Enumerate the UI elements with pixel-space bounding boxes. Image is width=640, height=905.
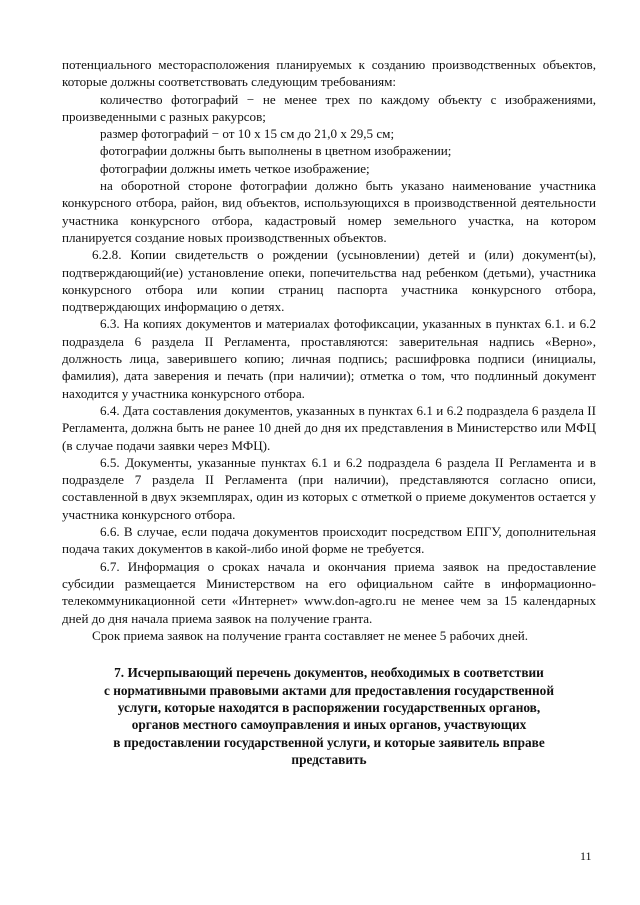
- paragraph-6-2-8: 6.2.8. Копии свидетельств о рождении (усыновлении) детей и (или) документ(ы), подтверждающий(ие) установление опеки, попечительства над ребенком (детьми), участника конкурсного отбора или копии страниц паспорта участника конкурсного отбора, подтверждающих информацию о детях.: [62, 247, 596, 315]
- paragraph-6-7: 6.7. Информация о сроках начала и окончания приема заявок на предоставление субсидии размещается Министерством на его официальном сайте в информационно-телекоммуникационной сети «Интернет» www.don-agro.ru не менее чем за 15 календарных дней до дня начала приема заявок на получение гранта.: [62, 558, 596, 626]
- paragraph-6-6: 6.6. В случае, если подача документов происходит посредством ЕПГУ, дополнительная подача таких документов в какой-либо иной форме не требуется.: [62, 524, 596, 557]
- paragraph-photo-back: на оборотной стороне фотографии должно быть указано наименование участника конкурсного отбора, район, вид объектов, использующихся в производственной деятельности участника конкурсного отбора, кадастровый номер земельного участка, на котором планируется создание новых производственных объектов.: [62, 178, 596, 245]
- heading-line: органов местного самоуправления и иных органов, участвующих: [131, 717, 527, 733]
- paragraph-photo-clarity: фотографии должны иметь четкое изображение;: [100, 160, 370, 176]
- document-page: [62, 56, 596, 769]
- paragraph-6-5: 6.5. Документы, указанные пунктах 6.1 и 6.2 подраздела 6 раздела II Регламента и в подразделе 7 раздела II Регламента (при наличии), представляются согласно описи, составленной в двух экземплярах, один из которых с отметкой о приеме документов остается у участника конкурсного отбора.: [62, 454, 596, 522]
- heading-line: представить: [291, 752, 367, 768]
- paragraph-6-3: 6.3. На копиях документов и материалах фотофиксации, указанных в пунктах 6.1. и 6.2 подраздела 6 раздела II Регламента, проставляются: заверительная надпись «Верно», должность лица, заверившего копию; личная подпись; расшифровка подписи (инициалы, фамилия), дата заверения и печать (при наличии); отметка о том, что подлинный документ находится у участника конкурсного отбора.: [62, 316, 596, 401]
- paragraph-photo-count: количество фотографий − не менее трех по каждому объекту с изображениями, произведенными с разных ракурсов;: [62, 91, 596, 124]
- section-7-heading: [62, 664, 596, 768]
- page-number: 11: [580, 849, 592, 863]
- heading-line: в предоставлении государственной услуги, и которые заявитель вправе: [113, 734, 545, 750]
- paragraph-photo-location: потенциального месторасположения планируемых к созданию производственных объектов, которые должны соответствовать следующим требованиям:: [62, 57, 596, 90]
- paragraph-photo-color: фотографии должны быть выполнены в цветном изображении;: [100, 143, 452, 159]
- paragraph-6-4: 6.4. Дата составления документов, указанных в пунктах 6.1 и 6.2 подраздела 6 раздела II Регламента, должна быть не ранее 10 дней до дня их представления в Министерство или МФЦ (в случае подачи заявки через МФЦ).: [62, 402, 596, 453]
- paragraph-deadline: Срок приема заявок на получение гранта составляет не менее 5 рабочих дней.: [92, 627, 529, 643]
- heading-line: 7. Исчерпывающий перечень документов, необходимых в соответствии: [114, 665, 544, 681]
- heading-line: с нормативными правовыми актами для предоставления государственной: [104, 682, 554, 698]
- heading-line: услуги, которые находятся в распоряжении государственных органов,: [117, 699, 541, 715]
- paragraph-photo-size: размер фотографий − от 10 х 15 см до 21,0 х 29,5 см;: [100, 126, 395, 142]
